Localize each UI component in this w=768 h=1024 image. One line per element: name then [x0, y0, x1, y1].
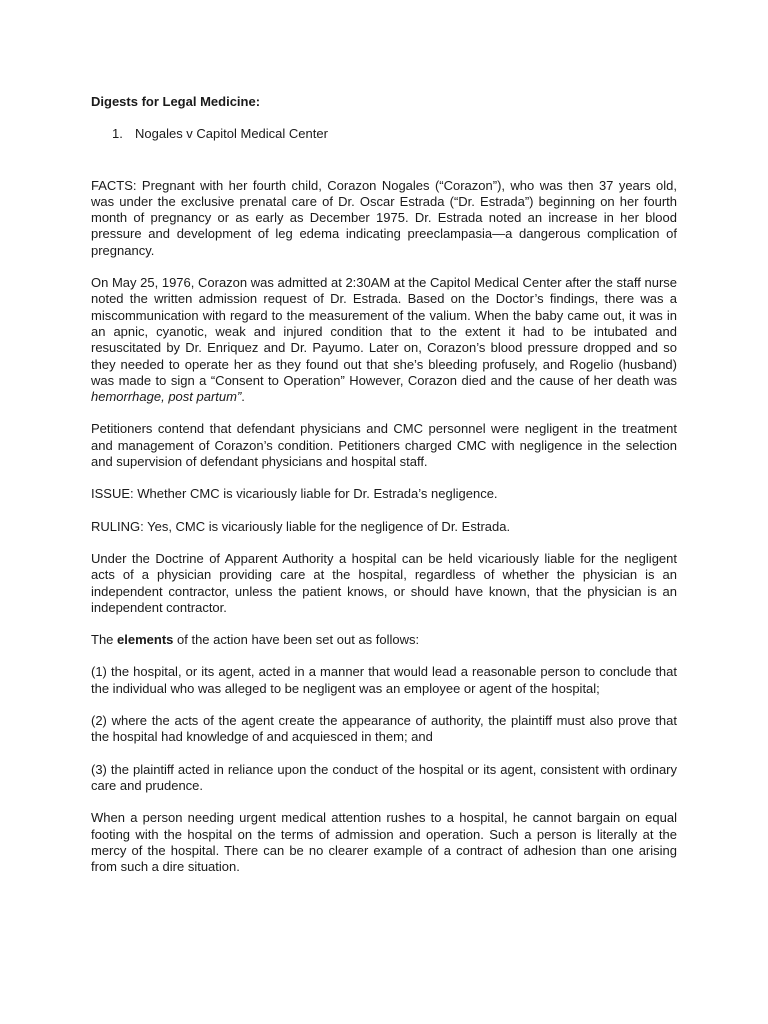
text-run: (3) the plaintiff acted in reliance upon the conduct of the hospital or its agent, consistent with ordinary care and prudence.: [91, 761, 677, 793]
paragraph-element-2: [91, 713, 677, 746]
paragraph-elements-intro: [91, 632, 677, 648]
paragraph-issue: [91, 486, 677, 502]
text-run-italic: hemorrhage, post partum”: [91, 389, 242, 405]
document-title: Digests for Legal Medicine:: [91, 94, 261, 109]
paragraph-ruling: [91, 519, 677, 535]
text-run: FACTS: Pregnant with her fourth child, Corazon Nogales (“Corazon”), who was then 37 years old, was under the exclusive prenatal care of Dr. Oscar Estrada (“Dr. Estrada”) beginning on her fourth month of pregnancy or as early as December 1975. Dr. Estrada noted an increase in her blood pressure and development of leg edema indicating preeclampasia—a dangerous complication of pregnancy.: [91, 177, 677, 258]
text-run: The: [91, 632, 118, 648]
paragraph-element-1: [91, 664, 677, 697]
text-run: .: [241, 389, 245, 405]
case-list: [91, 126, 677, 142]
text-run: RULING: Yes, CMC is vicariously liable for the negligence of Dr. Estrada.: [91, 518, 511, 534]
text-run: ISSUE: Whether CMC is vicariously liable for Dr. Estrada’s negligence.: [91, 486, 498, 502]
text-run: (2) where the acts of the agent create the appearance of authority, the plaintiff must also prove that the hospital had knowledge of and acquiesced in them; and: [91, 713, 677, 745]
paragraph-urgent: [91, 810, 677, 875]
paragraph-admission: [91, 275, 677, 405]
list-item-number: 1.: [112, 126, 123, 142]
list-item: [91, 126, 677, 142]
paragraph-element-3: [91, 762, 677, 795]
paragraph-doctrine: [91, 551, 677, 616]
list-item-text: Nogales v Capitol Medical Center: [135, 126, 328, 142]
document-page: [91, 94, 677, 891]
paragraph-facts: [91, 178, 677, 259]
text-run: of the action have been set out as follows:: [173, 632, 420, 648]
text-run: Petitioners contend that defendant physicians and CMC personnel were negligent in the treatment and management of Corazon’s condition. Petitioners charged CMC with negligence in the selection and supervision of defendant physicians and hospital staff.: [91, 421, 677, 470]
text-run: Under the Doctrine of Apparent Authority a hospital can be held vicariously liable for the negligent acts of a physician providing care at the hospital, regardless of whether the physician is an independent contractor, unless the patient knows, or should have known, that the physician is an independent contractor.: [91, 550, 677, 615]
text-run: On May 25, 1976, Corazon was admitted at 2:30AM at the Capitol Medical Center after the staff nurse noted the written admission request of Dr. Estrada. Based on the Doctor’s findings, there was a miscommunication with regard to the measurement of the valium. When the baby came out, it was in an apnic, cyanotic, weak and injured condition that to the extent it had to be intubated and resuscitated by Dr. Enriquez and Dr. Payumo. Later on, Corazon’s blood pressure dropped and so they needed to operate her as they found out that she’s bleeding profusely, and Rogelio (husband) was made to sign a “Consent to Operation” However, Corazon died and the cause of her death was: [91, 275, 677, 388]
paragraph-petitioners: [91, 421, 677, 470]
text-run: When a person needing urgent medical attention rushes to a hospital, he cannot bargain on equal footing with the hospital on the terms of admission and operation. Such a person is literally at the mercy of the hospital. There can be no clearer example of a contract of adhesion than one arising from such a dire situation.: [91, 810, 677, 875]
text-run: (1) the hospital, or its agent, acted in a manner that would lead a reasonable person to conclude that the individual who was alleged to be negligent was an employee or agent of the hospital;: [91, 664, 677, 696]
text-run-bold: elements: [117, 632, 174, 648]
